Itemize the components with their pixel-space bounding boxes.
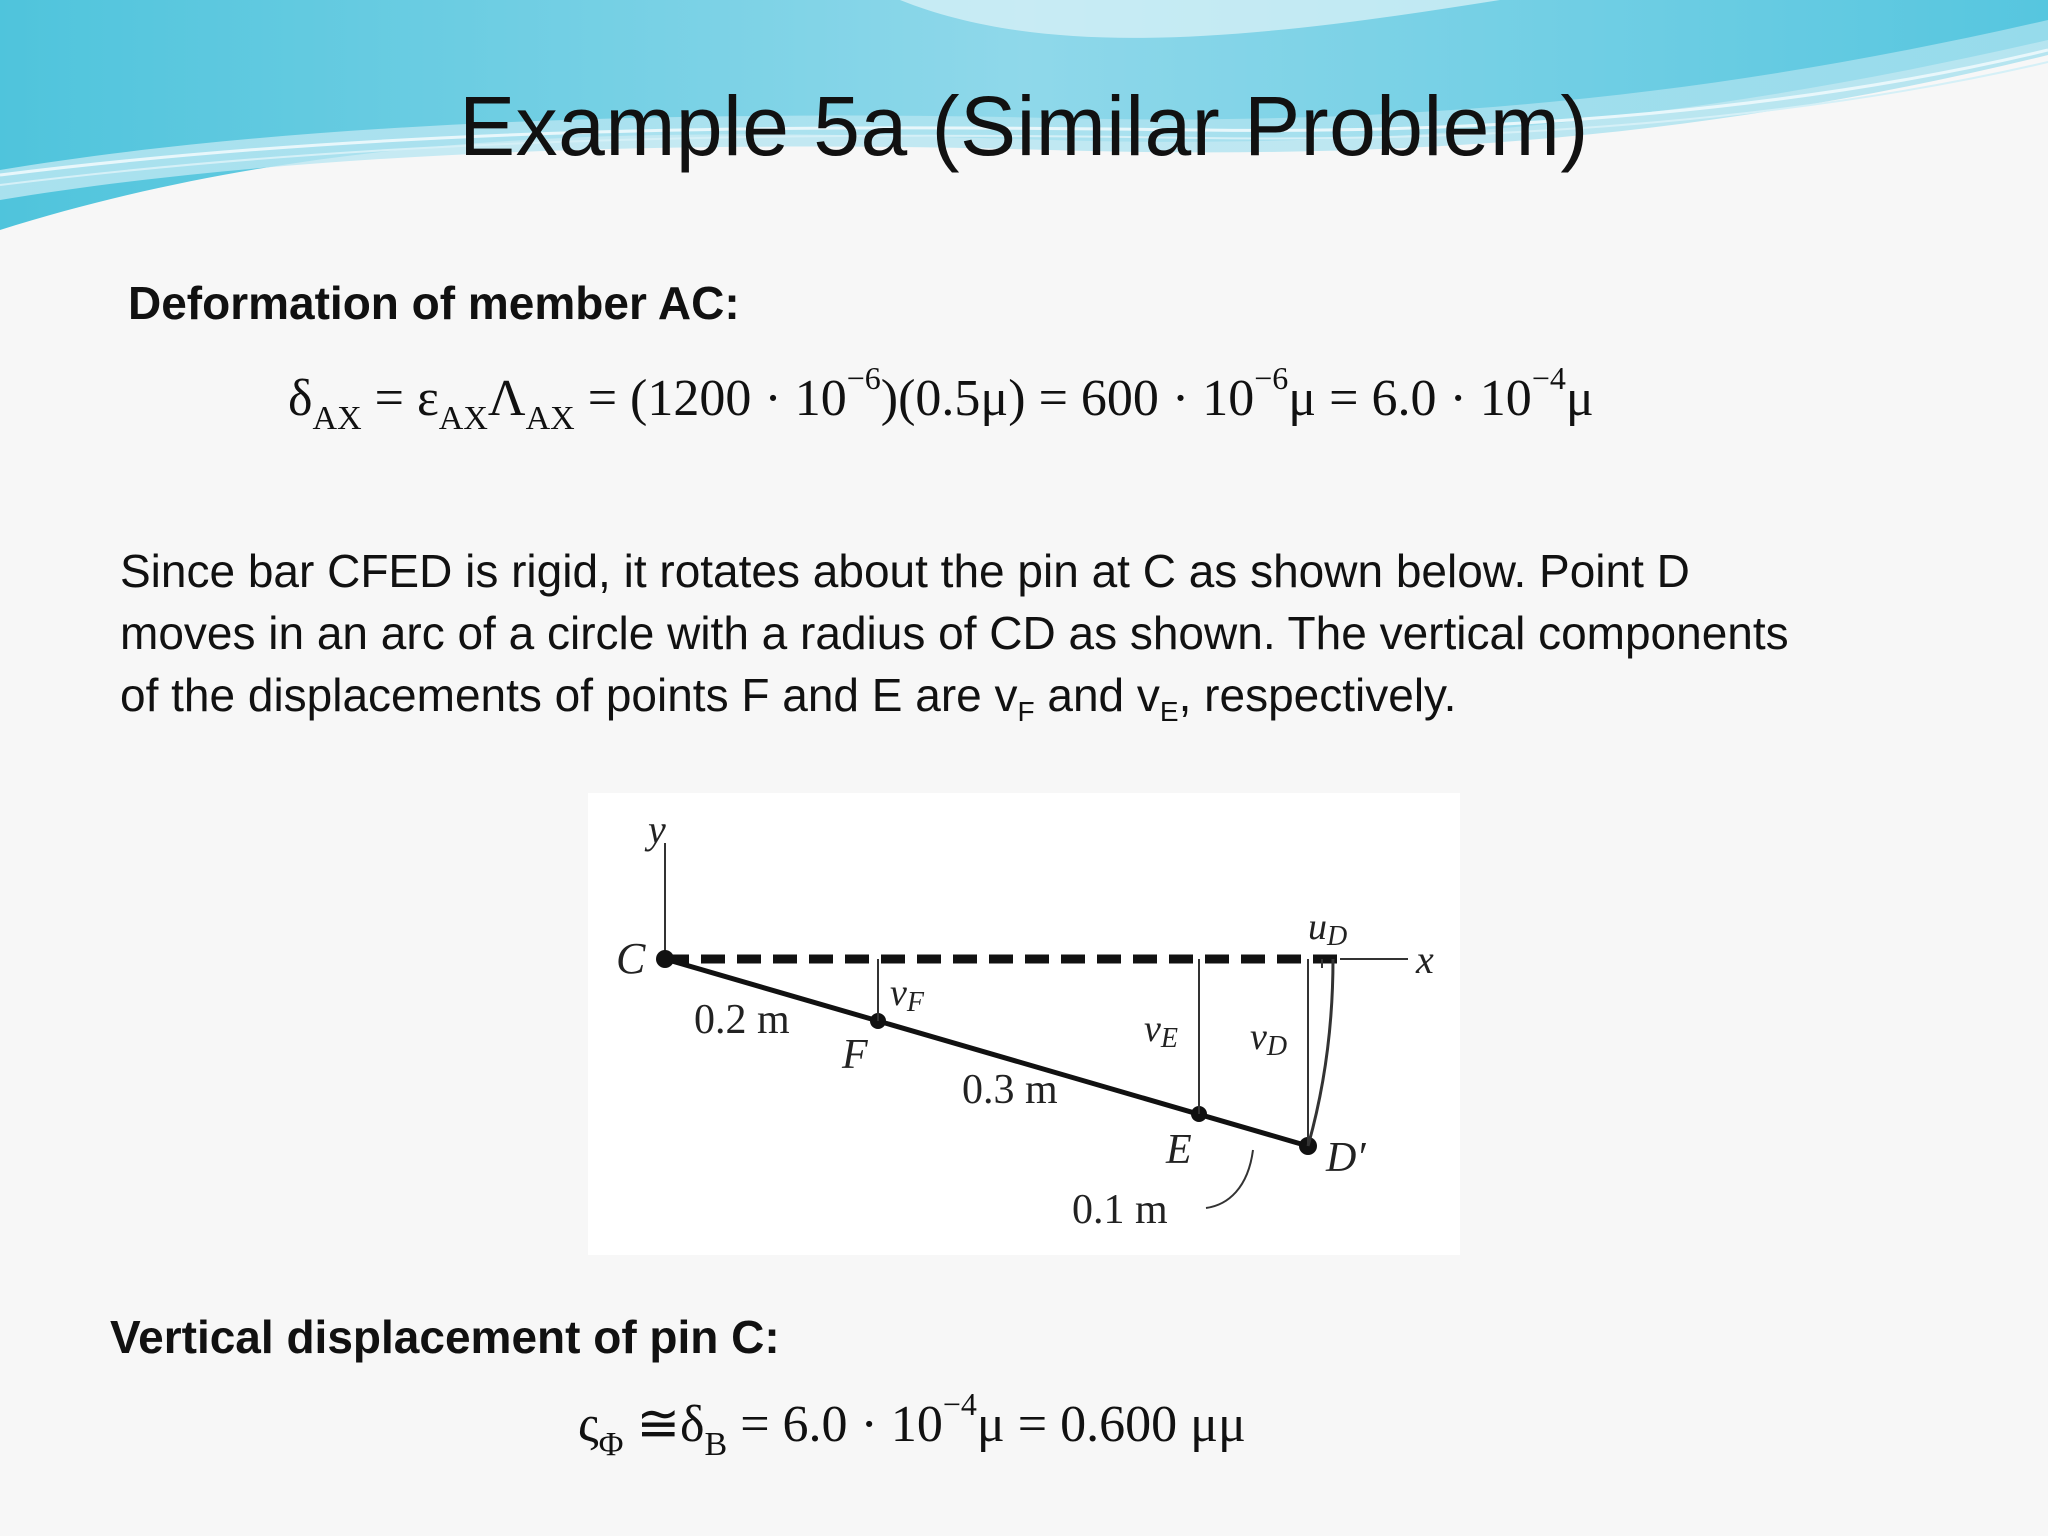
- slide-title: Example 5a (Similar Problem): [459, 79, 1589, 173]
- eq1-sub-ax3: AX: [525, 400, 575, 437]
- section-heading-vertical-displacement: Vertical displacement of pin C:: [110, 1311, 780, 1363]
- eq2-part-a: ≅δ: [623, 1396, 705, 1453]
- eq2-exp: −4: [942, 1386, 977, 1422]
- label-y: y: [648, 807, 666, 852]
- eq1-exp2: −6: [1254, 360, 1289, 396]
- eq1-delta: δ: [288, 370, 313, 427]
- eq2-sub-phi: Φ: [598, 1426, 624, 1463]
- eq1-exp1: −6: [846, 360, 881, 396]
- point-c: [656, 950, 674, 968]
- eq1-part-d: μ = 6.0 · 10: [1288, 370, 1532, 427]
- para-text3: , respectively.: [1178, 669, 1457, 721]
- eq2-zeta: ς: [578, 1396, 599, 1453]
- eq2-sub-b: B: [704, 1426, 728, 1463]
- label-vd: vD: [1250, 1016, 1288, 1062]
- para-sub-f: F: [1017, 696, 1035, 727]
- label-ve: vE: [1144, 1008, 1178, 1054]
- eq1-sub-ax2: AX: [438, 400, 488, 437]
- dim-ed: 0.1 m: [1072, 1187, 1168, 1233]
- rigid-bar-rotation-diagram: [588, 793, 1460, 1255]
- eq1-sub-ax1: AX: [312, 400, 362, 437]
- arc-of-d: [1308, 959, 1333, 1146]
- para-text2: and v: [1034, 669, 1160, 721]
- eq1-part-c: )(0.5μ) = 600 · 10: [880, 370, 1255, 427]
- label-x: x: [1416, 937, 1434, 982]
- eq1-part-e: μ: [1565, 370, 1594, 427]
- para-sub-e: E: [1159, 696, 1179, 727]
- eq1-exp3: −4: [1531, 360, 1566, 396]
- para-text1: Since bar CFED is rigid, it rotates about the pin at C as shown below. Point D moves in an arc of a circle with a radius of CD as shown. The vertical components of the displacements of points F and E are v: [120, 545, 1789, 721]
- equation-vertical-displacement: [578, 1386, 1246, 1464]
- rotated-bar: [665, 959, 1308, 1146]
- label-ud: uD: [1308, 906, 1348, 952]
- eq1-lambda: Λ: [487, 370, 526, 427]
- label-c: C: [616, 934, 646, 983]
- equation-deformation: [288, 360, 1594, 438]
- eq2-part-c: μ = 0.600 μμ: [976, 1396, 1246, 1453]
- label-e: E: [1166, 1127, 1192, 1173]
- diagram-svg: [588, 793, 1460, 1255]
- section-heading-deformation: Deformation of member AC:: [128, 277, 740, 329]
- eq2-part-b: = 6.0 · 10: [727, 1396, 943, 1453]
- label-d-prime: D′: [1326, 1135, 1366, 1181]
- dim-ed-leader: [1206, 1150, 1253, 1208]
- label-f: F: [842, 1032, 868, 1078]
- dim-fe: 0.3 m: [962, 1067, 1058, 1113]
- explanation-paragraph: [120, 540, 1820, 743]
- eq1-eq-a: = ε: [361, 370, 439, 427]
- dim-cf: 0.2 m: [694, 997, 790, 1043]
- eq1-part-b: = (1200 · 10: [574, 370, 847, 427]
- label-vf: vF: [890, 972, 924, 1018]
